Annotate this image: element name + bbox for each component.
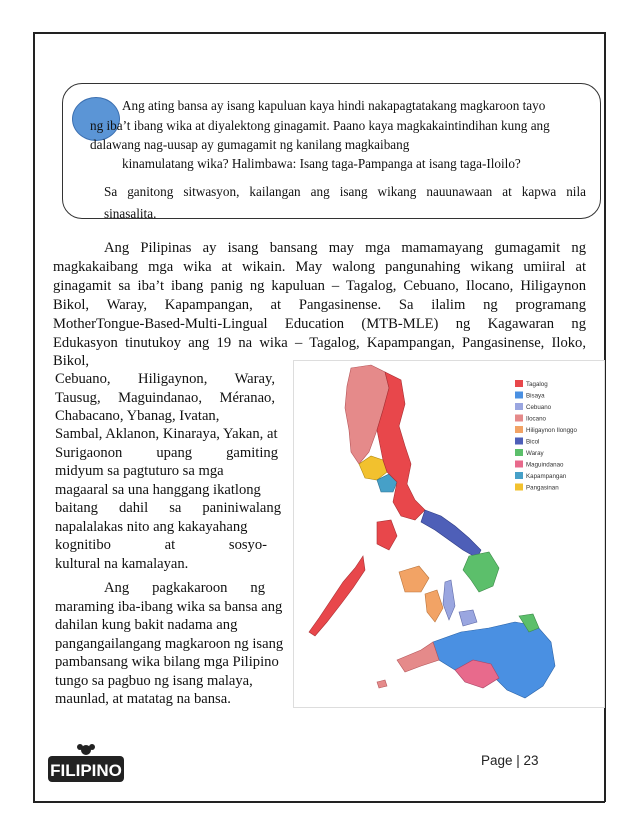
body-line: ginagamit sa iba’t ibang panig ng kapuluan – Tagalog, Cebuano, Ilocano, Hiligaynon: [53, 278, 586, 294]
legend-label: Kapampangan: [526, 473, 567, 480]
legend-label: Waray: [526, 450, 544, 457]
left-column-line: Cebuano, Hiligaynon, Waray,: [55, 371, 275, 387]
callout-line: Sa ganitong sitwasyon, kailangan ang isang wikang nauunawaan at kapwa nila: [104, 184, 586, 199]
left-column-line: baitang dahil sa paniniwalang: [55, 500, 281, 516]
left-column-line: Ang pagkakaroon ng: [104, 580, 265, 596]
left-column-line: pambansang wika bilang mga Pilipino: [55, 654, 279, 670]
legend-label: Bicol: [526, 438, 540, 446]
filipino-logo: [46, 742, 126, 784]
left-column-line: Tausug, Maguindanao, Méranao,: [55, 390, 275, 406]
left-column-line: tungo sa pagbuo ng isang malaya,: [55, 673, 253, 689]
left-column-line: magaaral sa una hanggang ikatlong: [55, 482, 261, 498]
legend-label: Maguindanao: [526, 461, 564, 469]
philippine-languages-map: [293, 360, 605, 708]
filipino-logo-icon: [46, 742, 126, 784]
left-column-line: Sambal, Aklanon, Kinaraya, Yakan, at: [55, 426, 278, 442]
callout-line: sinasalita.: [104, 206, 157, 221]
legend-label: Cebuano: [526, 404, 552, 411]
left-column-line: pangangailangang magkaroon ng isang: [55, 636, 284, 652]
body-line: Bikol,: [53, 353, 90, 369]
svg-text:FILIPINO: FILIPINO: [50, 761, 122, 780]
legend-swatch: [515, 380, 523, 387]
callout-line: Ang ating bansa ay isang kapuluan kaya hindi nakapagtatakang magkaroon tayo: [122, 98, 546, 113]
left-column-line: napalalakas nito ang kakayahang: [55, 519, 248, 535]
callout-line: kinamulatang wika? Halimbawa: Isang taga-Pampanga at isang taga-Iloilo?: [122, 156, 521, 171]
legend-swatch: [515, 403, 523, 410]
body-line: MotherTongue-Based-Multi-Lingual Education (MTB-MLE) ng Kagawaran ng: [53, 316, 586, 332]
legend-swatch: [515, 392, 523, 399]
legend-label: Pangasinan: [526, 484, 559, 492]
top-rule: [33, 32, 605, 34]
left-column-line: Surigaonon upang gamiting: [55, 445, 278, 461]
left-column-text: kultural na kamalayan.: [55, 556, 189, 572]
legend-swatch: [515, 449, 523, 456]
legend-label: Hiligaynon Ilonggo: [526, 427, 577, 434]
left-column-line: Chabacano, Ybanag, Ivatan,: [55, 408, 220, 424]
body-line: Ang Pilipinas ay isang bansang may mga mamamayang gumagamit ng: [104, 240, 586, 256]
left-border: [33, 32, 35, 802]
bottom-rule: [33, 801, 605, 803]
page-number: Page | 23: [481, 753, 539, 768]
legend-swatch: [515, 461, 523, 468]
legend-swatch: [515, 415, 523, 422]
left-column-line: kognitibo at sosyo-: [55, 537, 267, 553]
legend-label: Bisaya: [526, 392, 545, 400]
left-column-line: midyum sa pagtuturo sa mga: [55, 463, 224, 479]
legend-swatch: [515, 472, 523, 479]
legend-swatch: [515, 426, 523, 433]
legend-swatch: [515, 438, 523, 445]
left-column-line: maraming iba-ibang wika sa bansa ang: [55, 599, 283, 615]
legend-label: Ilocano: [526, 415, 546, 423]
left-column-line: maunlad, at matatag na bansa.: [55, 691, 231, 707]
body-line: magkakaibang mga wika at wikain. May walong pangunahing wikang umiiral at: [53, 259, 586, 275]
legend-label: Tagalog: [526, 381, 548, 388]
legend-swatch: [515, 484, 523, 491]
callout-line: ng iba’t ibang wika at diyalektong ginagamit. Paano kaya magkakaintindihan kung ang: [90, 118, 550, 133]
body-line: Bikol, Waray, Kapampangan, at Pangasinense. Sa ilalim ng programang: [53, 297, 586, 313]
left-column-line: [55, 555, 275, 574]
left-column-line: dahilan kung bakit nadama ang: [55, 617, 238, 633]
callout-line: dalawang nag-uusap ay gumagamit ng kanilang magkaibang: [90, 137, 410, 152]
body-line: Edukasyon tinutukoy ang 19 na wika – Tagalog, Kapampangan, Pangasinense, Iloko,: [53, 335, 586, 351]
